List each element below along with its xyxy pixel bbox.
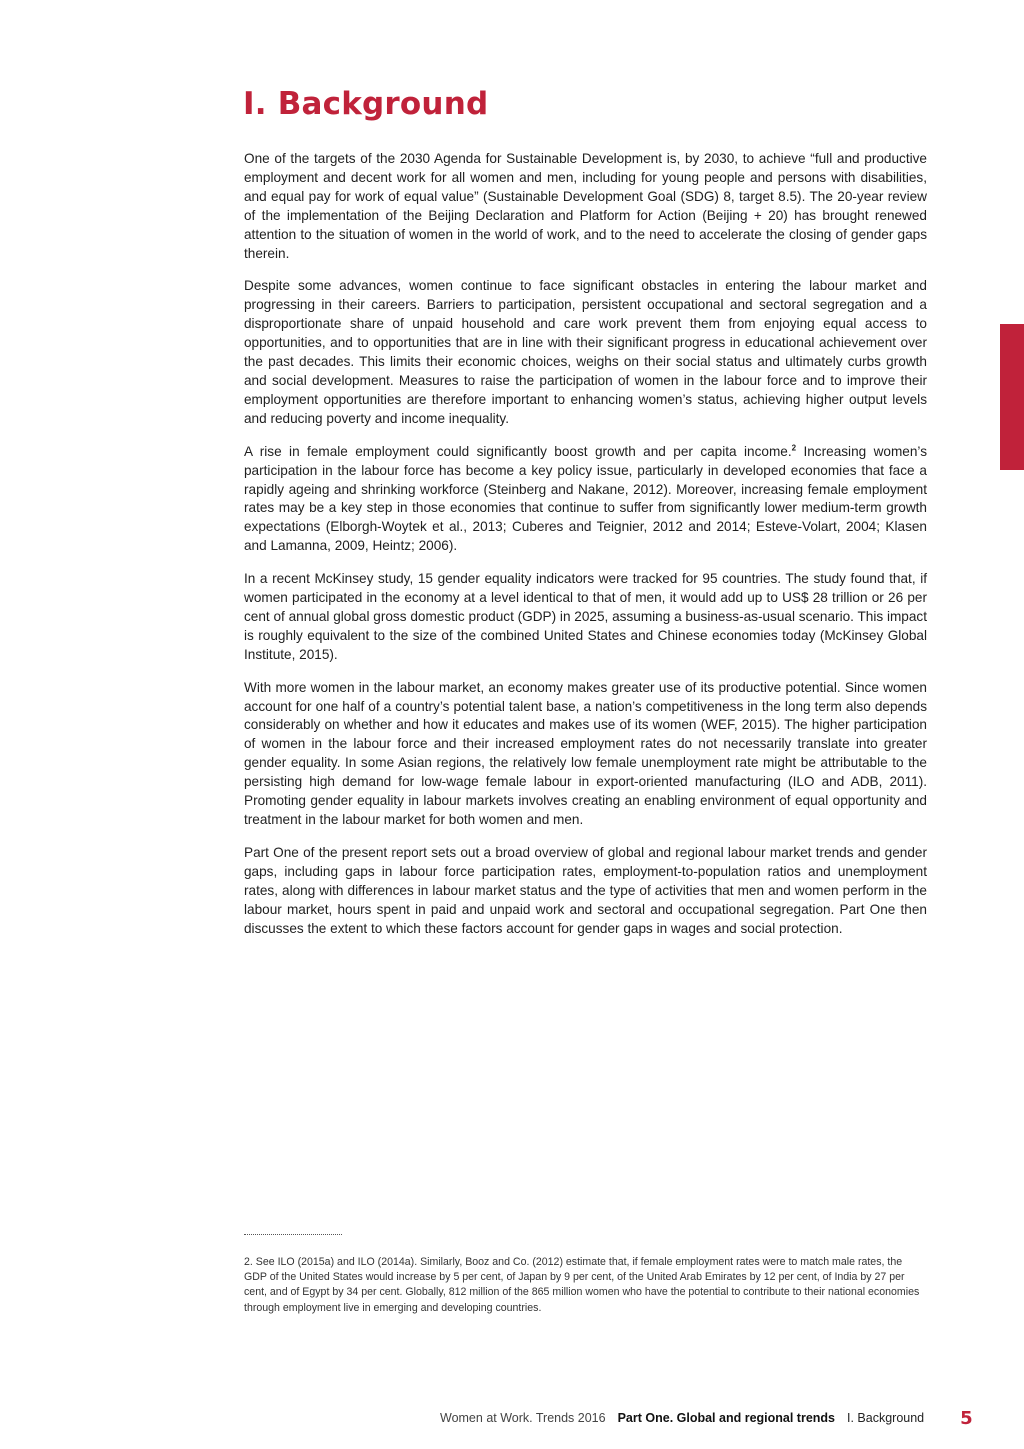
paragraph-3-text-b: Increasing women’s participation in the labour force has become a key policy issue, particularly in developed economies that face a rapidly ageing and shrinking workforce (Steinberg and Nakane, 2012). Moreover, increasing female employment rates may be a key step in those economies that continue to suffer from significantly lower medium-term growth expectations (Elborgh-Woytek et al., 2013; Cuberes and Teignier, 2012 and 2014; Esteve-Volart, 2004; Klasen and Lamanna, 2009, Heintz; 2006).: [244, 443, 927, 554]
paragraph-2: Despite some advances, women continue to face significant obstacles in entering the labour market and progressing in their careers. Barriers to participation, persistent occupational and sectoral segregation and a disproportionate share of unpaid household and care work prevent them from enjoying equal access to opportunities, and to opportunities that are in line with their significant progress in educational achievement over the past decades. This limits their economic choices, weighs on their social status and ultimately curbs growth and social development. Measures to raise the participation of women in the labour force and to improve their employment opportunities are therefore important to enhancing women’s status, achieving higher output levels and reducing poverty and income inequality.: [244, 278, 927, 426]
page-footer: [440, 1404, 980, 1432]
chapter-side-tab: [1000, 324, 1024, 470]
footnote-ref-2[interactable]: 2: [791, 443, 797, 453]
paragraph-1: One of the targets of the 2030 Agenda for Sustainable Development is, by 2030, to achieve “full and productive employment and decent work for all women and men, including for young people and persons with disabilities, and equal pay for work of equal value” (Sustainable Development Goal (SDG) 8, target 8.5). The 20-year review of the implementation of the Beijing Declaration and Platform for Action (Beijing + 20) has brought renewed attention to the situation of women in the world of work, and to the need to accelerate the closing of gender gaps therein.: [244, 151, 927, 261]
body-text: [244, 150, 927, 952]
footer-section: I. Background: [847, 1411, 925, 1425]
paragraph-3-text-a: A rise in female employment could significantly boost growth and per capita income.: [244, 443, 792, 459]
footnote-divider: [244, 1234, 342, 1235]
footer-publication: Women at Work. Trends 2016: [440, 1411, 606, 1425]
page-title: I. Background: [243, 86, 489, 122]
page-number: 5: [960, 1407, 973, 1429]
paragraph-4: In a recent McKinsey study, 15 gender equality indicators were tracked for 95 countries. The study found that, if women participated in the economy at a level identical to that of men, it would add up to US$ 28 trillion or 26 per cent of annual global gross domestic product (GDP) in 2025, assuming a business-as-usual scenario. This impact is roughly equivalent to the size of the combined United States and Chinese economies today (McKinsey Global Institute, 2015).: [244, 571, 927, 662]
paragraph-3: [244, 443, 927, 556]
paragraph-5: With more women in the labour market, an economy makes greater use of its productive potential. Since women account for one half of a country’s potential talent base, a nation’s competitiveness in the long term also depends considerably on whether and how it educates and makes use of its women (WEF, 2015). The higher participation of women in the labour force and their increased employment rates do not necessarily translate into greater gender equality. In some Asian regions, the relatively low female unemployment rate might be attributable to the persisting high demand for low-wage female labour in export-oriented manufacturing (ILO and ADB, 2011). Promoting gender equality in labour markets involves creating an enabling environment of equal opportunity and treatment in the labour market for both women and men.: [244, 679, 927, 827]
footer-part: Part One. Global and regional trends: [617, 1411, 835, 1425]
paragraph-6: Part One of the present report sets out a broad overview of global and regional labour market trends and gender gaps, including gaps in labour force participation rates, employment-to-population ratios and unemployment rates, along with differences in labour market status and the type of activities that men and women perform in the labour market, hours spent in paid and unpaid work and sectoral and occupational segregation. Part One then discusses the extent to which these factors account for gender gaps in wages and social protection.: [244, 844, 927, 936]
footnote-2: 2. See ILO (2015a) and ILO (2014a). Similarly, Booz and Co. (2012) estimate that, if female employment rates were to match male rates, the GDP of the United States would increase by 5 per cent, of Japan by 9 per cent, of the United Arab Emirates by 12 per cent, of India by 27 per cent, and of Egypt by 34 per cent. Globally, 812 million of the 865 million women who have the potential to contribute to their national economies through employment live in emerging and developing countries.: [244, 1256, 920, 1314]
